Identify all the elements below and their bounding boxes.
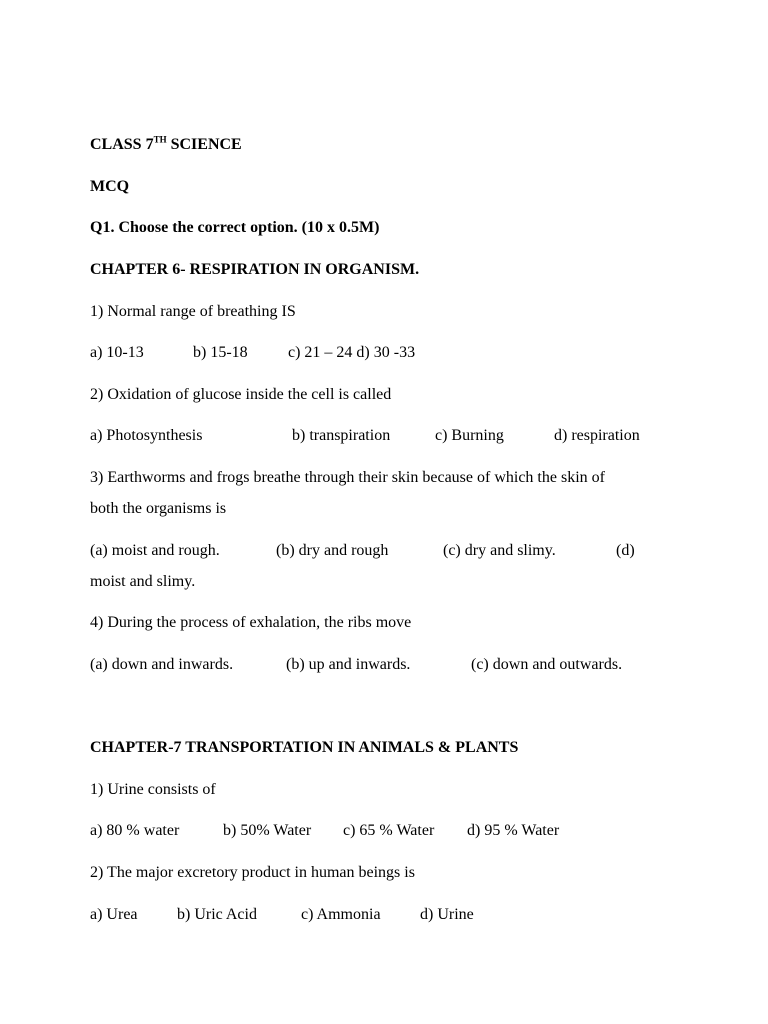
ch7-q2-options: [90, 905, 690, 925]
ch6-q4-options: [90, 655, 690, 675]
ch6-q1-option-b: b) 15-18: [193, 344, 248, 361]
ch7-q2-option-b: b) Uric Acid: [177, 906, 257, 923]
ch6-q1-text: 1) Normal range of breathing IS: [90, 303, 296, 320]
ch6-q3-option-d: (d): [616, 542, 635, 559]
class-superscript: TH: [153, 134, 167, 145]
ch6-q3-option-a: (a) moist and rough.: [90, 542, 220, 559]
ch6-q2-text: 2) Oxidation of glucose inside the cell is called: [90, 386, 392, 403]
ch6-q2-option-a: a) Photosynthesis: [90, 427, 203, 444]
chapter6-title: CHAPTER 6- RESPIRATION IN ORGANISM.: [90, 261, 420, 278]
class-suffix: SCIENCE: [166, 136, 242, 153]
ch6-q3-text-line1: 3) Earthworms and frogs breathe through their skin because of which the skin of: [90, 469, 605, 486]
ch7-q2-option-d: d) Urine: [420, 906, 474, 923]
question-heading: Q1. Choose the correct option. (10 x 0.5M): [90, 219, 380, 236]
ch7-q1-option-b: b) 50% Water: [223, 822, 312, 839]
ch7-q1-options: [90, 821, 690, 841]
mcq-heading: MCQ: [90, 178, 130, 195]
ch6-q3-option-c: (c) dry and slimy.: [443, 542, 556, 559]
ch7-q1-option-d: d) 95 % Water: [467, 822, 560, 839]
ch6-q4-option-a: (a) down and inwards.: [90, 656, 234, 673]
ch6-q4-text: 4) During the process of exhalation, the ribs move: [90, 614, 412, 631]
ch6-q1-option-c: c) 21 – 24 d) 30 -33: [288, 344, 416, 361]
ch7-q2-option-a: a) Urea: [90, 906, 138, 923]
ch6-q2-options: [90, 426, 690, 446]
ch7-q2-text: 2) The major excretory product in human beings is: [90, 864, 415, 881]
ch6-q2-option-d: d) respiration: [554, 427, 640, 444]
ch7-q1-text: 1) Urine consists of: [90, 781, 216, 798]
ch6-q1-options: [90, 343, 690, 363]
ch6-q2-option-b: b) transpiration: [292, 427, 391, 444]
ch6-q3-text-line2: both the organisms is: [90, 500, 227, 517]
ch6-q1-option-a: a) 10-13: [90, 344, 144, 361]
ch6-q3-option-d-wrap: moist and slimy.: [90, 573, 196, 590]
ch7-q1-option-c: c) 65 % Water: [343, 822, 435, 839]
class-prefix: CLASS 7: [90, 136, 154, 153]
class-heading: [90, 135, 242, 155]
ch6-q4-option-b: (b) up and inwards.: [286, 656, 411, 673]
ch7-q1-option-a: a) 80 % water: [90, 822, 180, 839]
chapter7-title: CHAPTER-7 TRANSPORTATION IN ANIMALS & PLANTS: [90, 739, 519, 756]
ch6-q4-option-c: (c) down and outwards.: [471, 656, 623, 673]
ch6-q3-options: [90, 541, 690, 561]
ch6-q3-option-b: (b) dry and rough: [276, 542, 389, 559]
ch7-q2-option-c: c) Ammonia: [301, 906, 381, 923]
ch6-q2-option-c: c) Burning: [435, 427, 504, 444]
